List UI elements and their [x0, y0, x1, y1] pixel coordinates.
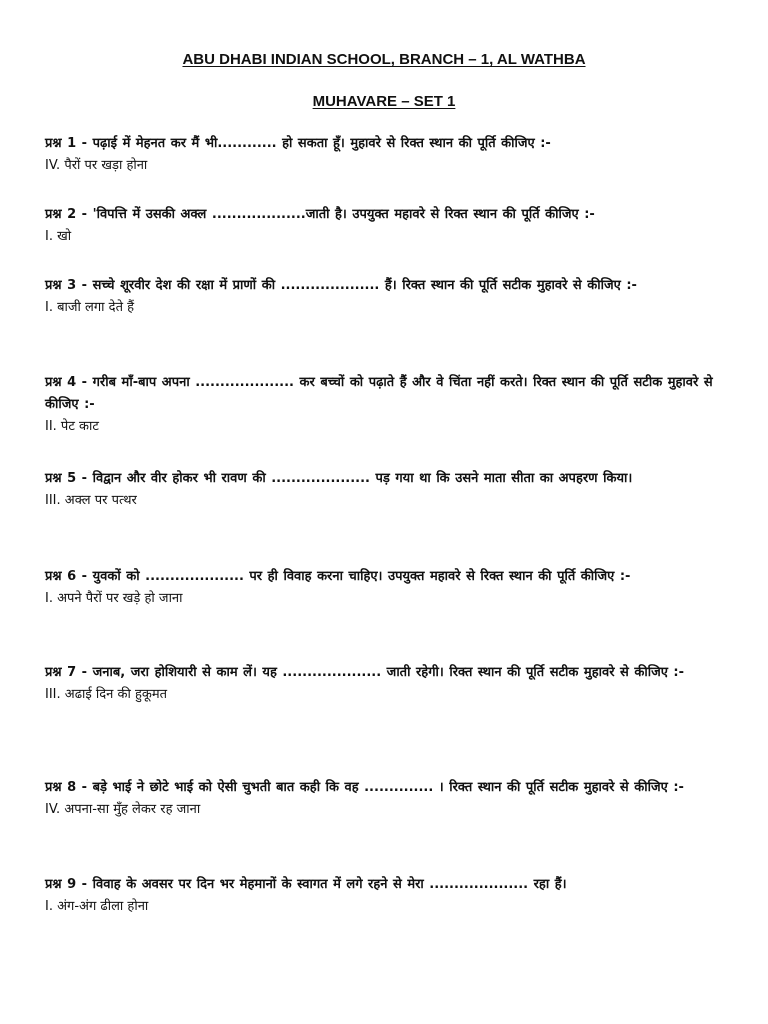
question-answer: III. अढाई दिन की हुकूमत — [45, 687, 168, 702]
question-7 — [45, 662, 725, 706]
question-text: प्रश्न 4 - गरीब माँ-बाप अपना .................... कर बच्चों को पढ़ाते हैं और वे चिंता नहीं करते। रिक्त स्थान की पूर्ति सटीक मुहावरे से कीजिए :- — [45, 375, 713, 412]
question-2 — [45, 204, 725, 248]
question-8 — [45, 777, 725, 821]
question-answer: I. अपने पैरों पर खड़े हो जाना — [45, 591, 183, 606]
question-answer: II. पेट काट — [45, 419, 99, 434]
question-text: प्रश्न 6 - युवकों को .................... पर ही विवाह करना चाहिए। उपयुक्त महावरे से रिक्त स्थान की पूर्ति कीजिए :- — [45, 569, 631, 584]
question-text: प्रश्न 1 - पढ़ाई में मेहनत कर मैं भी............ हो सकता हूँ। मुहावरे से रिक्त स्थान की पूर्ति कीजिए :- — [45, 136, 551, 151]
question-text: प्रश्न 8 - बड़े भाई ने छोटे भाई को ऐसी चुभती बात कही कि वह .............. । रिक्त स्थान की पूर्ति सटीक मुहावरे से कीजिए :- — [45, 780, 684, 795]
question-3 — [45, 275, 725, 319]
question-6 — [45, 566, 725, 610]
question-answer: III. अक्ल पर पत्थर — [45, 493, 137, 508]
question-text: प्रश्न 2 - 'विपत्ति में उसकी अक्ल ...................जाती है। उपयुक्त महावरे से रिक्त स्थान की पूर्ति कीजिए :- — [45, 207, 595, 222]
question-text: प्रश्न 7 - जनाब, जरा होशियारी से काम लें। यह .................... जाती रहेगी। रिक्त स्थान की पूर्ति सटीक मुहावरे से कीजिए :- — [45, 665, 685, 680]
question-text: प्रश्न 3 - सच्चे शूरवीर देश की रक्षा में प्राणों की .................... हैं। रिक्त स्थान की पूर्ति सटीक मुहावरे से कीजिए :- — [45, 278, 637, 293]
question-answer: I. बाजी लगा देते हैं — [45, 300, 135, 315]
question-text: प्रश्न 9 - विवाह के अवसर पर दिन भर मेहमानों के स्वागत में लगे रहने से मेरा .................... रहा हैं। — [45, 877, 567, 892]
school-title: ABU DHABI INDIAN SCHOOL, BRANCH – 1, AL WATHBA — [182, 51, 586, 68]
question-4 — [45, 372, 725, 438]
question-answer: I. खो — [45, 229, 72, 244]
set-title: MUHAVARE – SET 1 — [312, 93, 456, 110]
question-1 — [45, 133, 725, 177]
question-answer: IV. पैरों पर खड़ा होना — [45, 158, 148, 173]
question-answer: I. अंग-अंग ढीला होना — [45, 899, 149, 914]
question-9 — [45, 874, 725, 918]
question-5 — [45, 468, 725, 512]
question-answer: IV. अपना-सा मुँह लेकर रह जाना — [45, 802, 201, 817]
question-text: प्रश्न 5 - विद्वान और वीर होकर भी रावण की .................... पड़ गया था कि उसने माता सीता का अपहरण किया। — [45, 471, 633, 486]
